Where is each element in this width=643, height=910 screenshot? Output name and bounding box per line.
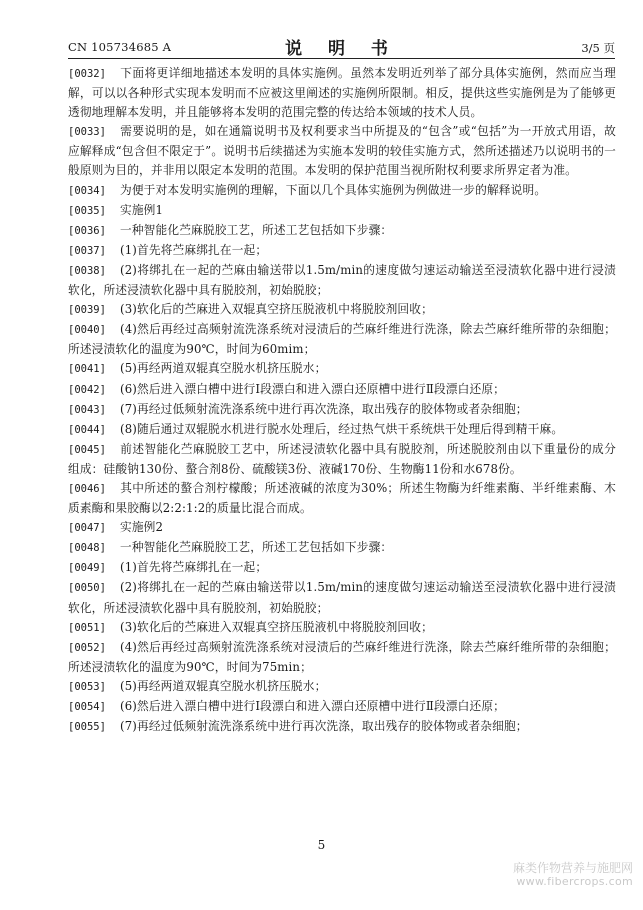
paragraph [68, 717, 616, 737]
paragraph-text: (7)再经过低频射流洗涤系统中进行再次洗涤，取出残存的胶体物或者杂细胞； [120, 401, 528, 416]
paragraph-text: (8)随后通过双辊脱水机进行脱水处理后，经过热气烘干系统烘干处理后得到精干麻。 [120, 421, 564, 436]
paragraph-text: 下面将更详细地描述本发明的具体实施例。虽然本发明近列举了部分具体实施例，然而应当理解，可以以各种形式实现本发明而不应被这里阐述的实施例所限制。相反，提供这些实施例是为了能够更透彻地理解本发明，并且能够将本发明的范围完整的传达给本领域的技术人员。 [68, 66, 616, 120]
paragraph [68, 400, 616, 420]
paragraph [68, 380, 616, 400]
paragraph-number: [0036] [68, 224, 106, 237]
paragraph-text: (4)然后再经过高频射流洗涤系统对浸渍后的苎麻纤维进行洗涤，除去苎麻纤维所带的杂细胞；所述浸渍软化的温度为90℃，时间为75min； [68, 639, 616, 674]
paragraph-text: 为便于对本发明实施例的理解，下面以几个具体实施例为例做进一步的解释说明。 [120, 182, 547, 197]
paragraph-number: [0049] [68, 562, 106, 575]
paragraph [68, 300, 616, 320]
watermark [513, 862, 633, 888]
paragraph [68, 320, 616, 359]
paragraph-number: [0035] [68, 204, 106, 217]
paragraph [68, 221, 616, 241]
paragraph-text: 一种智能化苎麻脱胶工艺，所述工艺包括如下步骤： [120, 222, 393, 237]
page-header [68, 34, 615, 59]
paragraph-text: 需要说明的是，如在通篇说明书及权利要求当中所提及的“包含”或“包括”为一开放式用语，故应解释成“包含但不限定于”。说明书后续描述为实施本发明的较佳实施方式，然所述描述乃以说明书的一般原则为目的，并非用以限定本发明的范围。本发明的保护范围当视所附权利要求所界定者为准。 [68, 124, 616, 178]
paragraph [68, 122, 616, 180]
paragraph-text: 实施例1 [120, 202, 164, 217]
page-count: 3/5 页 [581, 41, 615, 55]
paragraph [68, 697, 616, 717]
paragraph-number: [0043] [68, 403, 106, 416]
watermark-title: 麻类作物营养与施肥网 [512, 861, 633, 875]
watermark-url: www.fibercrops.com [516, 875, 633, 888]
paragraph-text: 实施例2 [120, 520, 164, 535]
paragraph [68, 181, 616, 201]
paragraph [68, 359, 616, 379]
paragraph [68, 420, 616, 440]
paragraph-number: [0050] [68, 582, 106, 595]
paragraph-number: [0046] [68, 482, 106, 495]
paragraph-number: [0047] [68, 522, 106, 535]
paragraph-number: [0054] [68, 701, 106, 713]
paragraph-number: [0032] [68, 68, 106, 80]
paragraph [68, 558, 616, 578]
paragraph-text: (2)将绑扎在一起的苎麻由输送带以1.5m/min的速度做匀速运动输送至浸渍软化器中进行浸渍软化，所述浸渍软化器中具有脱胶剂，初始脱胶； [68, 580, 616, 615]
paragraph [68, 479, 616, 518]
paragraph [68, 440, 616, 479]
paragraph-text: (7)再经过低频射流洗涤系统中进行再次洗涤，取出残存的胶体物或者杂细胞； [120, 719, 528, 734]
paragraph-number: [0045] [68, 443, 106, 456]
paragraph-number: [0041] [68, 363, 106, 376]
paragraph-number: [0042] [68, 383, 106, 396]
paragraph [68, 538, 616, 558]
document-title: 说 明 书 [285, 39, 398, 59]
paragraph-text: (3)软化后的苎麻进入双辊真空挤压脱液机中将脱胶剂回收； [120, 302, 433, 317]
paragraph-text: 一种智能化苎麻脱胶工艺，所述工艺包括如下步骤： [120, 540, 393, 555]
paragraph-text: (1)首先将苎麻绑扎在一起； [120, 560, 268, 575]
paragraph-number: [0040] [68, 324, 106, 337]
paragraph [68, 261, 616, 300]
paragraph-text: (5)再经两道双辊真空脱水机挤压脱水； [120, 678, 327, 693]
paragraph-number: [0048] [68, 542, 106, 555]
paragraph [68, 518, 616, 538]
paragraph-text: (3)软化后的苎麻进入双辊真空挤压脱液机中将脱胶剂回收； [120, 619, 433, 634]
paragraph-text: (4)然后再经过高频射流洗涤系统对浸渍后的苎麻纤维进行洗涤，除去苎麻纤维所带的杂细胞；所述浸渍软化的温度为90℃，时间为60mim； [68, 322, 616, 357]
paragraph [68, 638, 616, 677]
page-number: 5 [317, 838, 326, 852]
paragraph-number: [0038] [68, 264, 106, 277]
paragraph [68, 677, 616, 697]
paragraph-number: [0039] [68, 304, 106, 317]
paragraph [68, 578, 616, 617]
paragraph-number: [0051] [68, 621, 106, 634]
paragraph-number: [0034] [68, 184, 106, 197]
paragraph [68, 241, 616, 261]
paragraph-number: [0055] [68, 721, 106, 734]
paragraph-number: [0037] [68, 244, 106, 257]
paragraph-text: (6)然后进入漂白槽中进行Ⅰ段漂白和进入漂白还原槽中进行Ⅱ段漂白还原； [120, 699, 505, 713]
paragraph [68, 201, 616, 221]
paragraph-text: 其中所述的螯合剂柠檬酸；所述液碱的浓度为30%；所述生物酶为纤维素酶、半纤维素酶、木质素酶和果胶酶以2:2:1:2的质量比混合而成。 [68, 480, 616, 516]
paragraph-text: (2)将绑扎在一起的苎麻由输送带以1.5m/min的速度做匀速运动输送至浸渍软化器中进行浸渍软化，所述浸渍软化器中具有脱胶剂，初始脱胶； [68, 262, 616, 298]
paragraph-text: (1)首先将苎麻绑扎在一起； [120, 242, 268, 257]
paragraph-number: [0033] [68, 126, 106, 139]
paragraph-text: (6)然后进入漂白槽中进行Ⅰ段漂白和进入漂白还原槽中进行Ⅱ段漂白还原； [120, 381, 505, 396]
paragraph-text: 前述智能化苎麻脱胶工艺中，所述浸渍软化器中具有脱胶剂，所述脱胶剂由以下重量份的成分组成：硅酸钠130份、螯合剂8份、硫酸镁3份、液碱170份、生物酶11份和水678份。 [68, 441, 616, 476]
paragraph-number: [0052] [68, 641, 106, 654]
paragraph [68, 618, 616, 638]
description-body [68, 64, 616, 737]
paragraph-number: [0044] [68, 423, 106, 436]
paragraph [68, 64, 616, 122]
paragraph-number: [0053] [68, 680, 106, 693]
publication-number: CN 105734685 A [68, 40, 172, 54]
paragraph-text: (5)再经两道双辊真空脱水机挤压脱水； [120, 361, 327, 376]
